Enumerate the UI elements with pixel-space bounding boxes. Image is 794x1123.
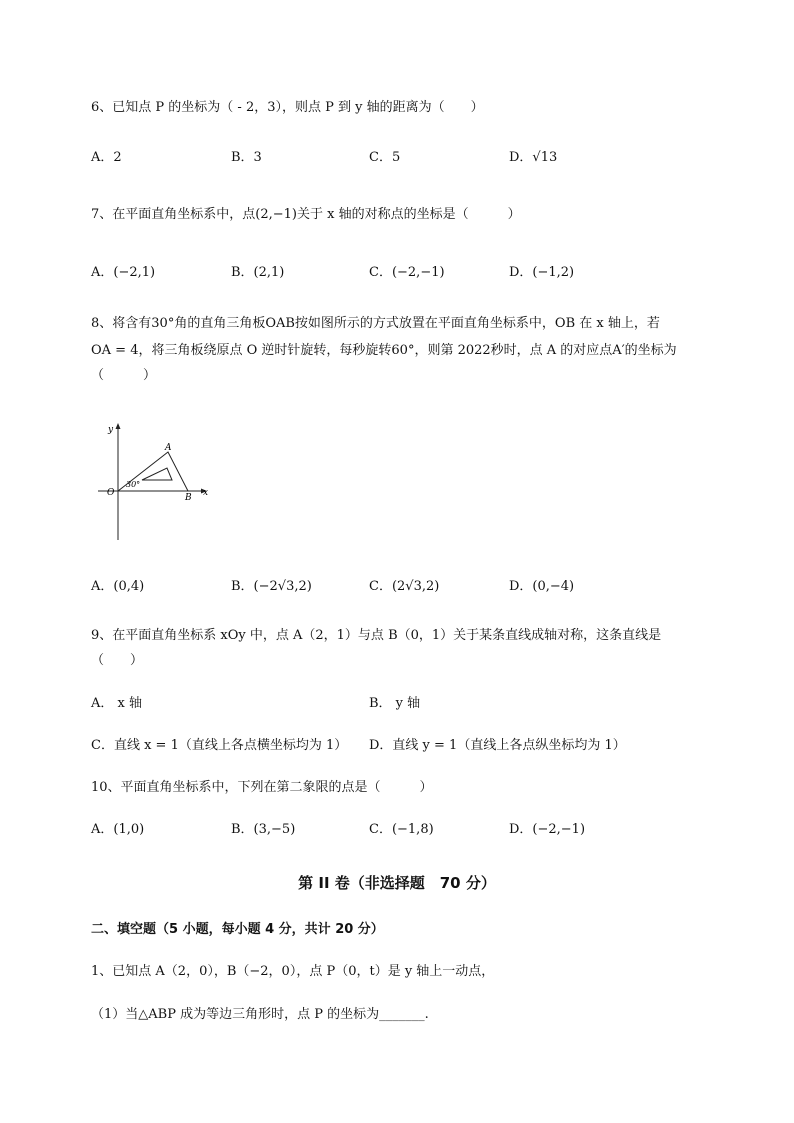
- q8-stem-line1: 8、将含有30°角的直角三角板OAB按如图所示的方式放置在平面直角坐标系中，OB 在 x 轴上，若: [91, 316, 660, 331]
- q9-stem-line1: 9、在平面直角坐标系 xOy 中，点 A（2，1）与点 B（0，1）关于某条直线成轴对称，这条直线是: [91, 628, 662, 643]
- q9-option-d: D．直线 y = 1（直线上各点纵坐标均为 1）: [369, 738, 626, 753]
- q10-option-d: D．(−2,−1): [509, 822, 586, 837]
- triangle-inner: [142, 468, 172, 480]
- label-angle: 30°: [126, 480, 141, 489]
- q8-coordinate-figure: [90, 420, 215, 542]
- q10-stem: 10、平面直角坐标系中，下列在第二象限的点是（ ）: [91, 780, 433, 795]
- q7-options: [91, 263, 731, 283]
- q6-option-c: C．5: [369, 150, 401, 165]
- q8-stem-line2: OA = 4，将三角板绕原点 O 逆时针旋转，每秒旋转60°，则第 2022秒时，点 A 的对应点A′的坐标为: [91, 343, 677, 358]
- label-y: y: [108, 425, 114, 435]
- q7-option-c: C．(−2,−1): [369, 265, 445, 280]
- q8-option-b: B．(−2√3,2): [231, 579, 312, 594]
- fill-q1-sub1: （1）当△ABP 成为等边三角形时，点 P 的坐标为_______.: [91, 1007, 429, 1022]
- q6-options: [91, 148, 731, 168]
- q9-option-a: A． x 轴: [91, 696, 142, 711]
- q6-stem: 6、已知点 P 的坐标为（ - 2，3），则点 P 到 y 轴的距离为（ ）: [91, 100, 484, 115]
- section-2-title: 第 II 卷（非选择题 70 分）: [298, 874, 496, 892]
- q8-option-c: C．(2√3,2): [369, 579, 440, 594]
- q8-options: [91, 577, 731, 597]
- q6-option-d: D．√13: [509, 150, 558, 165]
- q8-option-a: A．(0,4): [91, 579, 145, 594]
- q7-option-b: B．(2,1): [231, 265, 285, 280]
- q7-option-a: A．(−2,1): [91, 265, 156, 280]
- fill-q1-stem: 1、已知点 A（2，0），B（−2，0），点 P（0，t）是 y 轴上一动点，: [91, 964, 495, 979]
- q10-option-a: A．(1,0): [91, 822, 145, 837]
- q7-stem: 7、在平面直角坐标系中，点(2,−1)关于 x 轴的对称点的坐标是（ ）: [91, 207, 521, 222]
- label-a: A: [165, 443, 172, 453]
- q9-options-row1: [91, 694, 731, 714]
- q6-option-a: A．2: [91, 150, 122, 165]
- q9-option-b: B． y 轴: [369, 696, 421, 711]
- label-b: B: [185, 493, 192, 503]
- q6-option-b: B．3: [231, 150, 262, 165]
- y-axis-arrow-icon: [116, 423, 121, 429]
- q9-options-row2: [91, 736, 731, 756]
- q10-options: [91, 820, 731, 840]
- q9-option-c: C．直线 x = 1（直线上各点横坐标均为 1）: [91, 738, 348, 753]
- q10-option-b: B．(3,−5): [231, 822, 296, 837]
- q8-option-d: D．(0,−4): [509, 579, 575, 594]
- fill-in-section-title: 二、填空题（5 小题，每小题 4 分，共计 20 分）: [91, 922, 384, 937]
- q7-option-d: D．(−1,2): [509, 265, 575, 280]
- q9-stem-line2: （ ）: [91, 653, 144, 668]
- q10-option-c: C．(−1,8): [369, 822, 434, 837]
- label-x: x: [203, 488, 209, 498]
- q8-stem-line3: （ ）: [91, 368, 157, 383]
- label-o: O: [107, 488, 115, 498]
